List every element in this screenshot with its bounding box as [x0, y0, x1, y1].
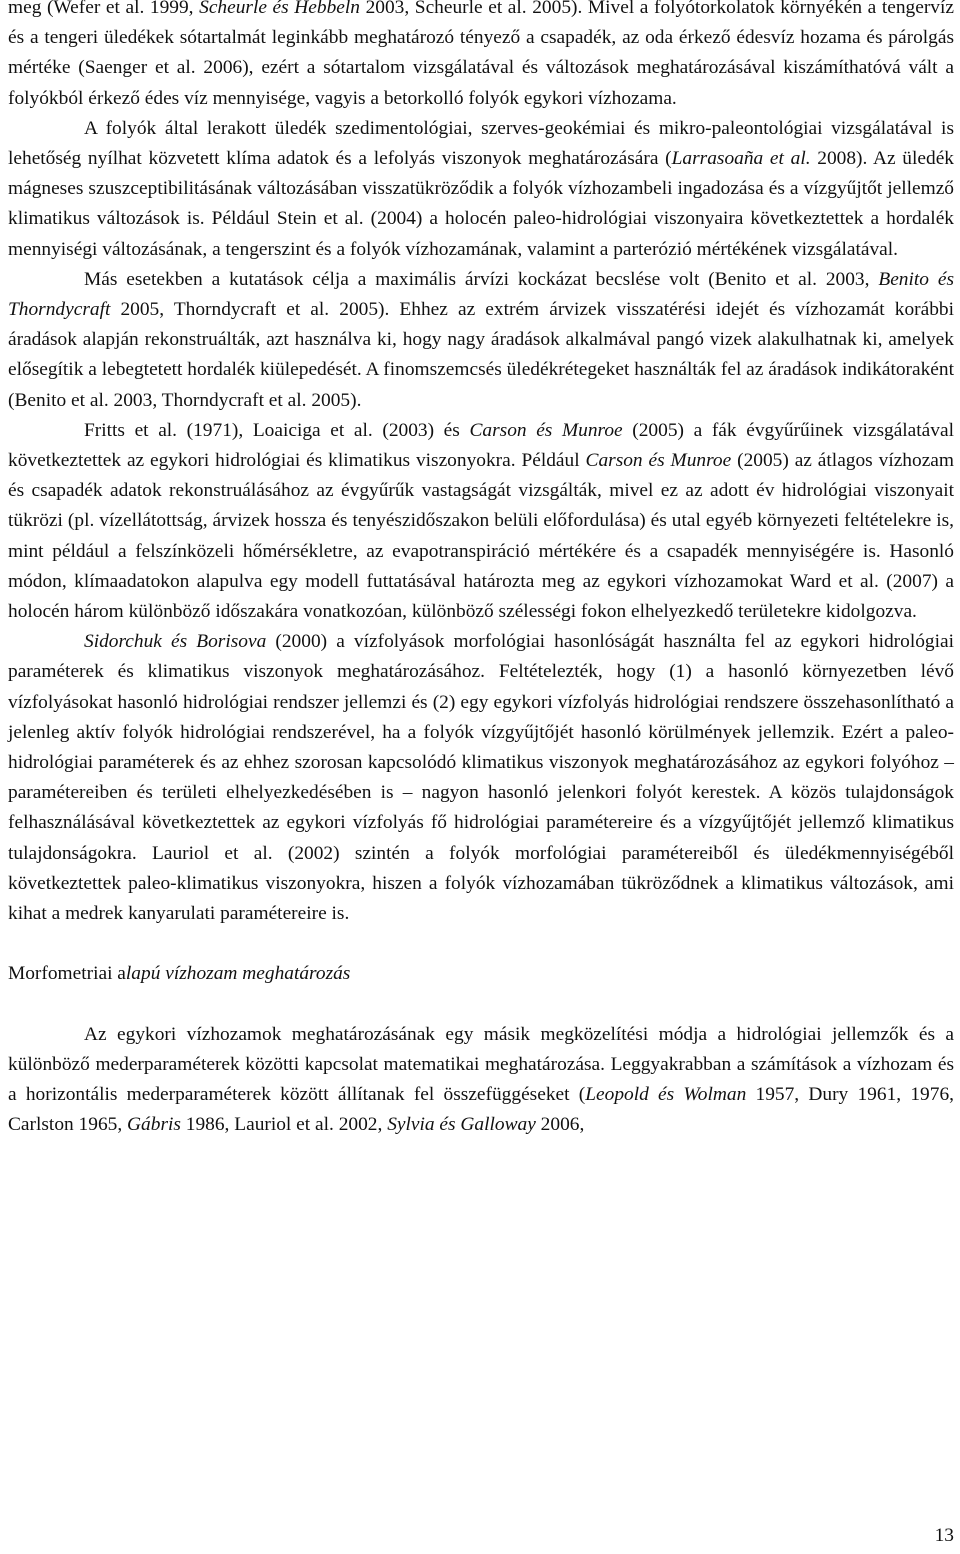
italic-citation: lapú vízhozam meghatározás: [125, 963, 351, 985]
body-paragraph-6: [8, 1020, 954, 1141]
section-heading: [8, 959, 954, 989]
text-run: 2008). Az üledék mágneses szuszceptibilitásának változásában visszatükröződik a folyók vízhozambeli ingadozása és a vízgyűjtőt jellemző klimatikus változások is. Például Stein et al. (2004) a holocén paleo-hidrológiai viszonyaira következtettek a hordalék mennyiségi változásának, a tengerszint és a folyók vízhozamának, valamint a parterózió mértékének vizsgálatával.: [8, 148, 954, 260]
page-number: 13: [934, 1525, 954, 1546]
text-run: 1957, Dury 1961, 1976, Carlston 1965,: [8, 1083, 954, 1136]
italic-citation: Benito és Thorndycraft: [8, 268, 955, 321]
body-paragraph-1: [8, 0, 954, 114]
text-run: 2005, Thorndycraft et al. 2005). Ehhez az extrém árvizek visszatérési idejét és vízhozamát korábbi áradások alapján rekonstruálták, azt használva ki, hogy nagy áradások alkalmával pangó vizek alakulhatnak ki, amelyek elősegítik a lebegtetett hordalék kiülepedését. A finomszemcsés üledékrétegeket használták fel az áradások indikátoraként (Benito et al. 2003, Thorndycraft et al. 2005).: [8, 299, 954, 411]
text-run: 2006,: [535, 1114, 585, 1136]
document-page: [8, 0, 954, 1140]
text-run: Más esetekben a kutatások célja a maximális árvízi kockázat becslése volt (Benito et al. 2003,: [84, 268, 879, 290]
italic-citation: Gábris: [127, 1114, 181, 1136]
body-paragraph-3: [8, 265, 954, 416]
text-run: (2005) az átlagos vízhozam és csapadék adatok rekonstruálásához az évgyűrűk vastagságát vizsgálták, mivel ez az adott év hidrológiai viszonyait tükrözi (pl. vízellátottság, árvizek hossza és tenyészidőszakon belüli előfordulása) és utal egyéb környezeti feltételekre is, mint például a felszínközeli hőmérsékletre, az evapotranspiráció mértékére és a csapadék mennyiségére is. Hasonló módon, klímaadatokon alapulva egy modell futtatásával határozta meg az egykori vízhozamokat Ward et al. (2007) a holocén három különböző időszakára vonatkozóan, különböző szélességi fokon elhelyezkedő területekre kidolgozva.: [8, 450, 954, 623]
body-paragraph-4: [8, 416, 954, 627]
text-run: (2005) a fák évgyűrűinek vizsgálatával következtettek az egykori hidrológiai és klimatikus viszonyokra. Például: [8, 419, 954, 472]
text-run: Fritts et al. (1971), Loaiciga et al. (2003) és: [84, 419, 470, 441]
body-paragraph-2: [8, 114, 954, 265]
text-run: Morfometriai a: [8, 963, 126, 985]
text-run: (2000) a vízfolyások morfológiai hasonlóságát használta fel az egykori hidrológiai paraméterek és klimatikus viszonyok meghatározásához. Feltételezték, hogy (1) a hasonló környezetben lévő vízfolyásokat hasonló hidrológiai rendszer jellemzi és (2) egy egykori vízfolyás hidrológiai rendszere összehasonlítható a jelenleg aktív folyók hidrológiai rendszerével, ha a folyók vízgyűjtőjét hasonló körülmények jellemzik. Ezért a paleo-hidrológiai paraméterek és az ehhez szorosan kapcsolódó klimatikus viszonyok meghatározásához az egykori folyóhoz – paramétereiben és területi elhelyezkedésében is – nagyon hasonló jelenkori folyót kerestek. A közös tulajdonságok felhasználásával következtettek az egykori vízfolyás fő hidrológiai paramétereire és a vízgyűjtőjét jellemző klimatikus tulajdonságokra. Lauriol et al. (2002) szintén a folyók morfológiai paramétereiből és üledékmennyiségéből következtettek paleo-klimatikus viszonyokra, hiszen a folyók vízhozamában tükröződnek a klimatikus változások, ami kihat a medrek kanyarulati paramétereire is.: [8, 631, 954, 925]
italic-citation: Larrasoaña et al.: [671, 148, 811, 170]
text-run: meg (Wefer et al. 1999,: [8, 0, 200, 18]
italic-citation: Scheurle és Hebbeln: [199, 0, 360, 18]
italic-citation: Sylvia és Galloway: [387, 1114, 536, 1136]
italic-citation: Sidorchuk és Borisova: [84, 631, 267, 653]
italic-citation: Leopold és Wolman: [585, 1083, 747, 1105]
italic-citation: Carson és Munroe: [585, 450, 732, 472]
body-paragraph-5: [8, 627, 954, 929]
text-run: Az egykori vízhozamok meghatározásának egy másik megközelítési módja a hidrológiai jellemzők és a különböző mederparaméterek közötti kapcsolat matematikai meghatározása. Leggyakrabban a számítások a vízhozam és a horizontális mederparaméterek között állítanak fel összefüggéseket (: [8, 1023, 954, 1105]
italic-citation: Carson és Munroe: [469, 419, 623, 441]
text-run: 2003, Scheurle et al. 2005). Mivel a folyótorkolatok környékén a tengervíz és a tengeri üledékek sótartalmát leginkább meghatározó tényező a csapadék, az oda érkező édesvíz hozama és párolgás mértéke (Saenger et al. 2006), ezért a sótartalom vizsgálatával és változások meghatározásával kiszámíthatóvá vált a folyókból érkező édes víz mennyisége, vagyis a betorkolló folyók egykori vízhozama.: [8, 0, 954, 109]
text-run: 1986, Lauriol et al. 2002,: [180, 1114, 388, 1136]
text-run: A folyók által lerakott üledék szedimentológiai, szerves-geokémiai és mikro-paleontológiai vizsgálatával is lehetőség nyílhat közvetett klíma adatok és a lefolyás viszonyok meghatározására (: [8, 117, 954, 170]
